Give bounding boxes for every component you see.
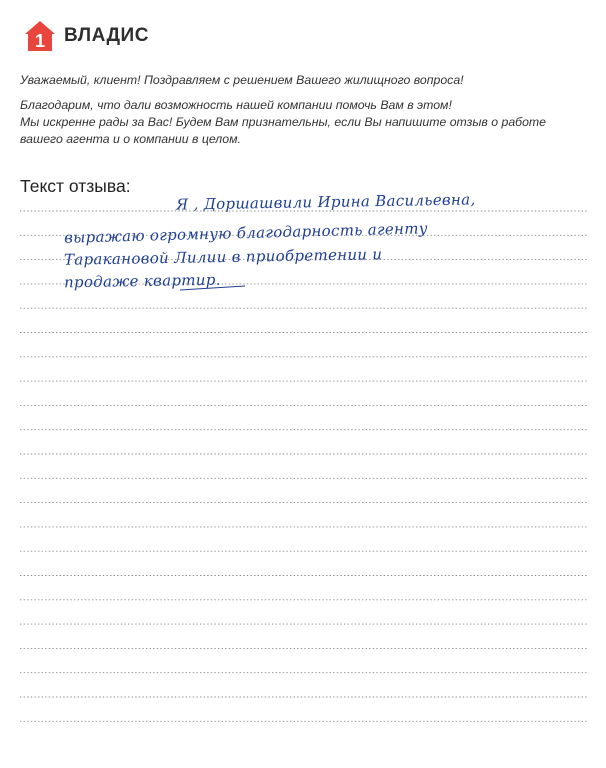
thanks-line: Благодарим, что дали возможность нашей компании помочь Вам в этом! [20, 98, 452, 112]
handwritten-line: продаже квартир. [63, 270, 221, 292]
greeting-line: Уважаемый, клиент! Поздравляем с решением Вашего жилищного вопроса! [20, 73, 464, 87]
logo-digit: 1 [34, 31, 46, 51]
handwritten-line: выражаю огромную благодарность агенту [63, 219, 428, 247]
request-line-1: Мы искренне рады за Вас! Будем Вам признательны, если Вы напишите отзыв о работе [20, 115, 547, 129]
handwritten-line: Я , Доршашвили Ирина Васильевна, [175, 190, 476, 214]
handwritten-line: Таракановой Лилии в приобретении и [63, 245, 383, 269]
request-line-2: вашего агента и о компании в целом. [20, 132, 241, 146]
review-label: Текст отзыва: [20, 176, 131, 196]
brand-name: ВЛАДИС [64, 25, 149, 46]
